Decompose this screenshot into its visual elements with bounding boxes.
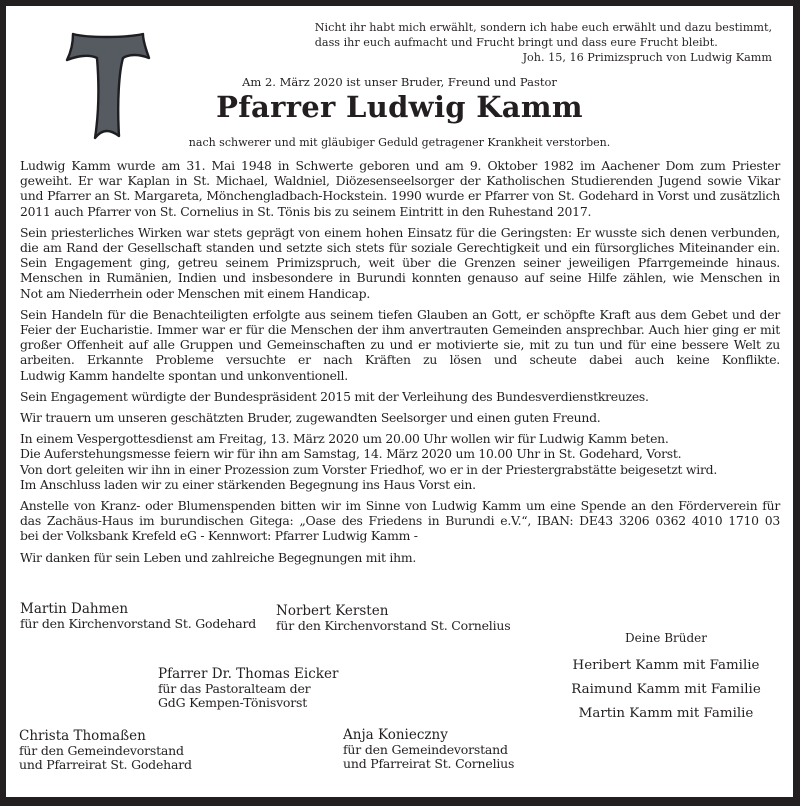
body-line: und Pfarrer an St. Margareta, Mönchengladbach-Hockstein. 1990 wurde er Pfarrer von St. Godehard in Vorst und zusätzlich: [20, 188, 780, 204]
signatory-role: für den Gemeindevorstand: [19, 742, 184, 758]
signatory-name: Anja Konieczny: [343, 727, 448, 743]
body-line: Wir trauern um unseren geschätzten Bruder, zugewandten Seelsorger und einen guten Freund.: [20, 410, 601, 426]
body-line: geweiht. Er war Kaplan in St. Michael, Waldniel, Diözesenseelsorger der Katholischen Studierenden Jugend sowie Vikar: [20, 173, 780, 189]
body-line: Ludwig Kamm handelte spontan und unkonventionell.: [20, 367, 348, 383]
signatory: [343, 728, 514, 772]
family-label: Deine Brüder: [624, 631, 707, 645]
body-line: Not am Niederrhein oder Menschen mit einem Handicap.: [20, 285, 371, 301]
body-line: Menschen in Rumänien, Indien und insbesondere in Burundi konnten genauso auf seine Hilfe zählen, wie Menschen in: [20, 270, 780, 286]
body-line: Anstelle von Kranz- oder Blumenspenden bitten wir im Sinne von Ludwig Kamm um eine Spende an den Förderverein für: [20, 498, 780, 514]
body-paragraph: [20, 389, 780, 404]
signatory-name: Pfarrer Dr. Thomas Eicker: [158, 666, 339, 682]
signatory: [158, 667, 338, 711]
bible-quote: [315, 20, 772, 65]
body-paragraph: [20, 431, 780, 492]
body-line: Sein priesterliches Wirken war stets geprägt von einem hohen Einsatz für die Geringsten: Er wusste sich denen verbunden,: [20, 224, 780, 240]
body-line: Feier der Eucharistie. Immer war er für die Menschen der ihm anvertrauten Gemeinden ansprechbar. Auch hier ging er mit: [20, 322, 780, 338]
body-line: großer Offenheit auf alle Gruppen und Gemeinschaften zu und er motivierte sie, mit zu tun und für eine bessere Welt zu: [20, 337, 780, 353]
signatory-role: für den Kirchenvorstand St. Godehard: [20, 615, 257, 631]
intro-line: Am 2. März 2020 ist unser Bruder, Freund und Pastor: [242, 75, 557, 89]
family-signature: [566, 631, 766, 726]
body-line: Sein Engagement würdigte der Bundespräsident 2015 mit der Verleihung des Bundesverdienstkreuzes.: [20, 388, 649, 404]
body-paragraph: [20, 550, 780, 565]
family-member: Martin Kamm mit Familie: [578, 706, 754, 721]
body-line: das Zachäus-Haus im burundischen Gitega: „Oase des Friedens in Burundi e.V.“, IBAN: DE43 3206 0362 4010 1710 03: [20, 513, 780, 529]
body-line: Im Anschluss laden wir zu einer stärkenden Begegnung ins Haus Vorst ein.: [20, 476, 476, 492]
signatory-role: und Pfarreirat St. Godehard: [19, 757, 192, 772]
family-member: Heribert Kamm mit Familie: [572, 658, 760, 673]
quote-line: Nicht ihr habt mich erwählt, sondern ich habe euch erwählt und dazu bestimmt,: [314, 21, 772, 34]
body-line: Von dort geleiten wir ihn in einer Prozession zum Vorster Friedhof, wo er in der Priestergrabstätte beigesetzt wird.: [20, 461, 718, 477]
signatory-name: Christa Thomaßen: [19, 728, 146, 744]
obituary-notice: [6, 6, 793, 797]
body-line: In einem Vespergottesdienst am Freitag, 13. März 2020 um 20.00 Uhr wollen wir für Ludwig Kamm beten.: [20, 431, 669, 447]
body-paragraph: [20, 158, 780, 219]
body-paragraph: [20, 307, 780, 383]
body-paragraph: [20, 225, 780, 301]
signatory-role: GdG Kempen-Tönisvorst: [158, 695, 308, 710]
quote-reference: Joh. 15, 16 Primizspruch von Ludwig Kamm: [522, 51, 772, 64]
body-line: die am Rand der Gesellschaft standen und setzte sich stets für soziale Gerechtigkeit und ein fürsorgliches Miteinander ein.: [20, 240, 780, 256]
body-line: Sein Engagement ging, getreu seinem Primizspruch, weit über die Grenzen seiner jeweiligen Pfarrgemeinde hinaus.: [20, 255, 780, 271]
signatory: [276, 604, 510, 633]
family-member: Raimund Kamm mit Familie: [571, 682, 761, 697]
body-paragraph: [20, 410, 780, 425]
signatory-name: Norbert Kersten: [276, 603, 389, 619]
signatory-role: für den Kirchenvorstand St. Cornelius: [276, 617, 511, 633]
body-line: 2011 auch Pfarrer von St. Cornelius in St. Tönis bis zu seinem Eintritt in den Ruhestand 2017.: [20, 203, 592, 219]
death-subline: nach schwerer und mit gläubiger Geduld getragener Krankheit verstorben.: [188, 136, 611, 149]
signatory: [20, 602, 256, 631]
signatory-role: und Pfarreirat St. Cornelius: [343, 756, 515, 771]
body-line: Ludwig Kamm wurde am 31. Mai 1948 in Schwerte geboren und am 9. Oktober 1982 im Aachener Dom zum Priester: [20, 158, 780, 173]
signatory: [19, 729, 192, 773]
body-line: Die Auferstehungsmesse feiern wir für ihn am Samstag, 14. März 2020 um 10.00 Uhr in St. Godehard, Vorst.: [20, 446, 682, 462]
body-line: arbeiten. Erkannte Probleme versuchte er nach Kräften zu lösen und scheute dabei auch keine Konflikte.: [20, 352, 780, 368]
quote-line: dass ihr euch aufmacht und Frucht bringt und dass eure Frucht bleibt.: [314, 36, 718, 49]
signatory-role: für das Pastoralteam der: [158, 680, 311, 696]
signatory-role: für den Gemeindevorstand: [343, 741, 508, 757]
deceased-name: Pfarrer Ludwig Kamm: [216, 90, 583, 124]
signatory-name: Martin Dahmen: [20, 601, 129, 617]
body-line: Wir danken für sein Leben und zahlreiche Begegnungen mit ihm.: [20, 549, 417, 565]
body-line: Sein Handeln für die Benachteiligten erfolgte aus seinem tiefen Glauben an Gott, er schöpfte Kraft aus dem Gebet und der: [20, 306, 780, 322]
body-paragraph: [20, 498, 780, 544]
body-line: bei der Volksbank Krefeld eG - Kennwort: Pfarrer Ludwig Kamm -: [20, 528, 418, 544]
obituary-body: [20, 158, 780, 571]
